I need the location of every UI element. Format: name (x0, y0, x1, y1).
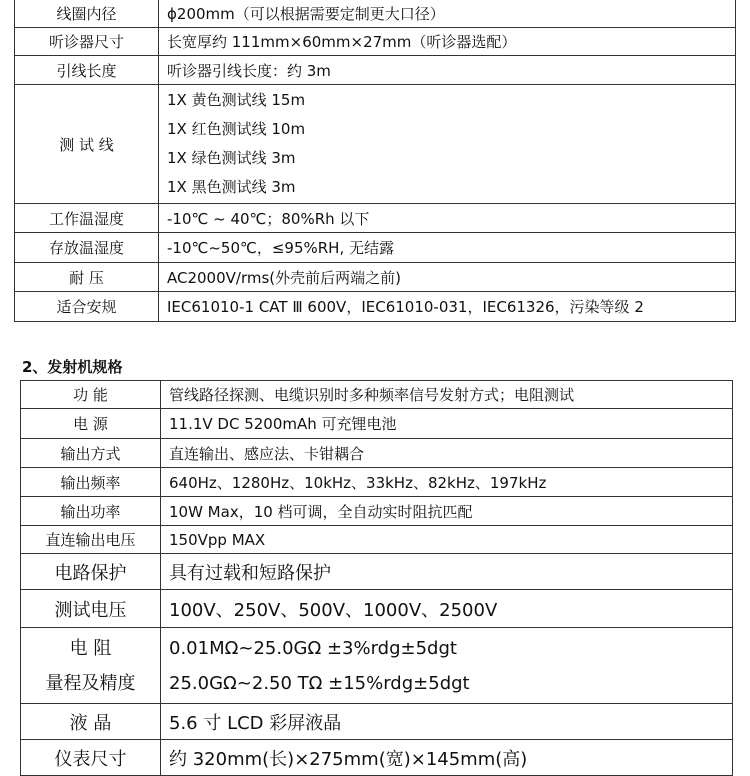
row-label: 功 能 (21, 381, 161, 409)
row-value: 直连输出、感应法、卡钳耦合 (161, 439, 733, 468)
table-row (21, 628, 733, 704)
row-value: IEC61010-1 CAT Ⅲ 600V，IEC61010-031，IEC61326，污染等级 2 (159, 292, 736, 322)
list-item: 1X 黄色测试线 15m (167, 91, 306, 109)
list-item: 1X 绿色测试线 3m (167, 149, 296, 167)
row-label-line: 量程及精度 (45, 672, 136, 694)
row-label: 电 源 (21, 409, 161, 439)
list-item: 1X 黑色测试线 3m (167, 178, 296, 196)
row-value: 11.1V DC 5200mAh 可充锂电池 (161, 409, 733, 439)
row-label: 引线长度 (15, 56, 159, 85)
table-row (21, 554, 733, 590)
row-value: 100V、250V、500V、1000V、2500V (161, 590, 733, 628)
table-row (21, 590, 733, 628)
row-value: 管线路径探测、电缆识别时多种频率信号发射方式；电阻测试 (161, 381, 733, 409)
table-row (21, 468, 733, 497)
table-row (21, 740, 733, 776)
table-row (15, 56, 736, 85)
table-row (21, 497, 733, 526)
row-label: 电路保护 (21, 554, 161, 590)
row-label: 输出频率 (21, 468, 161, 497)
table-row (15, 85, 736, 204)
row-label: 线圈内径 (15, 0, 159, 28)
row-value: 10W Max，10 档可调，全自动实时阻抗匹配 (161, 497, 733, 526)
row-value: 150Vpp MAX (161, 526, 733, 554)
table-row (15, 233, 736, 263)
table-row (15, 292, 736, 322)
specs-table-1 (14, 0, 736, 322)
table-row (15, 204, 736, 233)
row-value: 长宽厚约 111mm×60mm×27mm（听诊器选配） (159, 28, 736, 56)
row-label-line: 电 阻 (69, 637, 112, 659)
table-row (21, 381, 733, 409)
table-row (21, 409, 733, 439)
list-item: 1X 红色测试线 10m (167, 120, 306, 138)
row-value: AC2000V/rms(外壳前后两端之前) (159, 263, 736, 292)
section-title: 2、发射机规格 (22, 358, 123, 376)
row-label: 听诊器尺寸 (15, 28, 159, 56)
row-label: 测试电压 (21, 590, 161, 628)
table-row (21, 439, 733, 468)
table-row (15, 28, 736, 56)
row-value: 5.6 寸 LCD 彩屏液晶 (161, 704, 733, 740)
table-row (21, 526, 733, 554)
row-label: 工作温湿度 (15, 204, 159, 233)
list-item: 25.0GΩ~2.50 TΩ ±15%rdg±5dgt (169, 672, 470, 694)
row-label: 直连输出电压 (21, 526, 161, 554)
row-value: 约 320mm(长)×275mm(宽)×145mm(高) (161, 740, 733, 776)
row-value: -10℃ ~ 40℃；80%Rh 以下 (159, 204, 736, 233)
specs-table-2 (20, 380, 733, 776)
row-label: 适合安规 (15, 292, 159, 322)
row-label: 输出功率 (21, 497, 161, 526)
row-label: 液 晶 (21, 704, 161, 740)
test-leads-cell (159, 85, 736, 204)
table-row (15, 0, 736, 28)
list-item: 0.01MΩ~25.0GΩ ±3%rdg±5dgt (169, 637, 457, 659)
row-value: 具有过载和短路保护 (161, 554, 733, 590)
row-value: 640Hz、1280Hz、10kHz、33kHz、82kHz、197kHz (161, 468, 733, 497)
range-accuracy-value (161, 628, 733, 704)
row-label: 测 试 线 (15, 85, 159, 204)
range-accuracy-label (21, 628, 161, 704)
row-label: 存放温湿度 (15, 233, 159, 263)
row-label: 耐 压 (15, 263, 159, 292)
row-value: 听诊器引线长度：约 3m (159, 56, 736, 85)
row-value: -10℃~50℃，≤95%RH, 无结露 (159, 233, 736, 263)
row-label: 输出方式 (21, 439, 161, 468)
row-label: 仪表尺寸 (21, 740, 161, 776)
row-value: ϕ200mm（可以根据需要定制更大口径） (159, 0, 736, 28)
table-row (21, 704, 733, 740)
table-row (15, 263, 736, 292)
